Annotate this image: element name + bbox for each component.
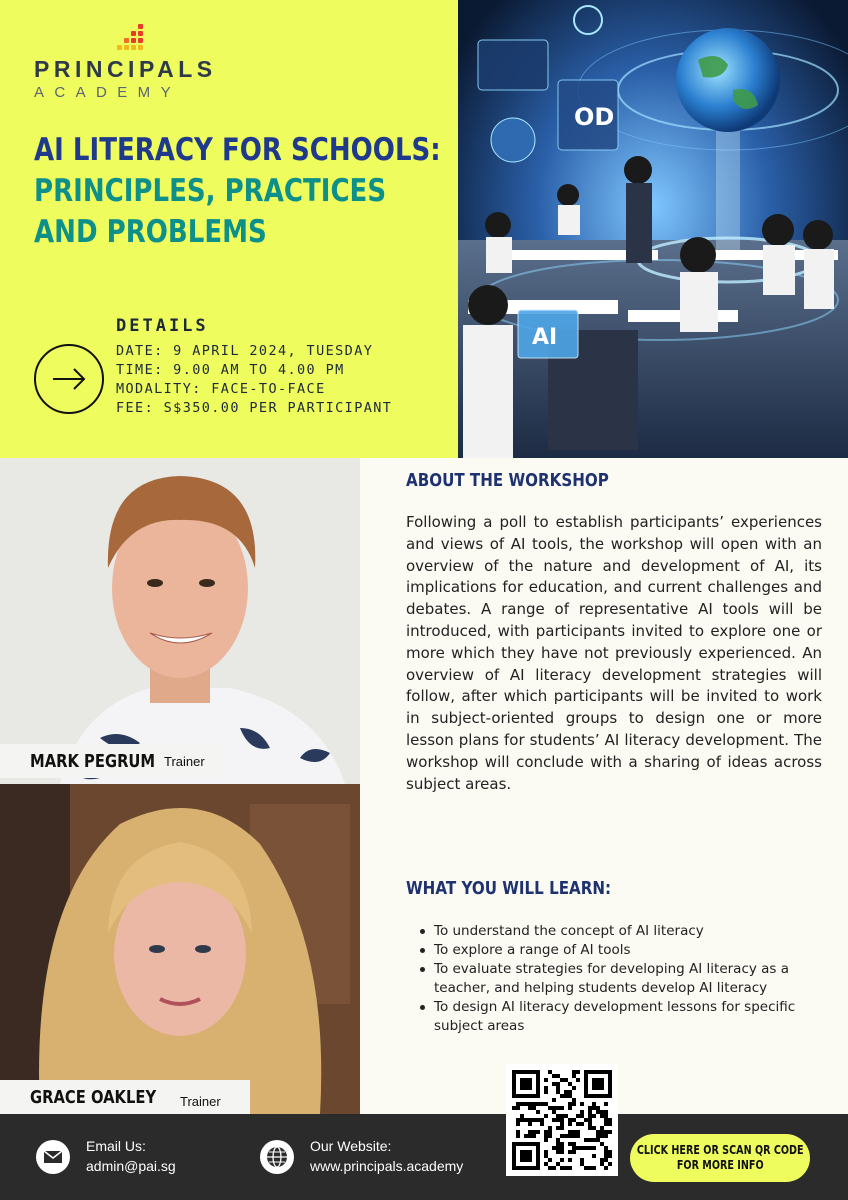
email-label: Email Us:: [86, 1138, 146, 1154]
title-line-1: AI LITERACY FOR SCHOOLS:: [34, 132, 441, 168]
details-block: [116, 316, 456, 418]
email-block[interactable]: [86, 1136, 176, 1176]
logo-dots-icon: [120, 24, 180, 54]
qr-code-icon[interactable]: [506, 1064, 618, 1176]
classroom-illustration: [458, 0, 848, 458]
screen-label-od: OD: [574, 103, 615, 131]
details-date: DATE: 9 APRIL 2024, TUESDAY: [116, 343, 374, 359]
screen-label-ai: AI: [532, 325, 558, 350]
globe-icon: [260, 1140, 294, 1174]
details-time: TIME: 9.00 AM TO 4.00 PM: [116, 362, 345, 378]
email-link[interactable]: admin@pai.sg: [86, 1158, 176, 1174]
principals-academy-logo: [34, 22, 234, 102]
trainer-photo-mark-pegrum: [0, 458, 360, 784]
cta-line-1: CLICK HERE OR SCAN QR CODE: [636, 1143, 804, 1157]
title-line-3: AND PROBLEMS: [34, 214, 267, 250]
list-item: To explore a range of AI tools: [418, 941, 818, 960]
trainer-name-tag: [0, 744, 222, 778]
more-info-button[interactable]: [630, 1134, 810, 1182]
details-modality: MODALITY: FACE-TO-FACE: [116, 381, 326, 397]
list-item: To understand the concept of AI literacy: [418, 922, 818, 941]
trainer-role: Trainer: [164, 753, 205, 769]
details-fee: FEE: S$350.00 PER PARTICIPANT: [116, 400, 393, 416]
title-line-2: PRINCIPLES, PRACTICES: [34, 173, 387, 209]
cta-line-2: FOR MORE INFO: [676, 1158, 764, 1172]
trainer-name: GRACE OAKLEY: [30, 1086, 157, 1108]
trainer-name: MARK PEGRUM: [30, 750, 156, 772]
page-title: [34, 130, 441, 253]
learn-heading: WHAT YOU WILL LEARN:: [406, 878, 612, 899]
hero-panel: [0, 0, 458, 458]
trainer-name-tag: [0, 1080, 250, 1114]
arrow-right-icon: [34, 344, 104, 414]
trainer-photo-grace-oakley: [0, 784, 360, 1114]
website-block[interactable]: [310, 1136, 463, 1176]
details-heading: DETAILS: [116, 316, 209, 336]
about-body: Following a poll to establish participants’ experiences and views of AI tools, the workshop will open with an overview of the nature and development of AI, its implications for education, and current challenges and debates. A range of representative AI tools will be introduced, with participants invited to explore one or more which they have not previously experienced. An overview of AI literacy development strategies will follow, after which participants will be invited to work in subject-oriented groups to design one or more lesson plans for students’ AI literacy development. The workshop will conclude with a sharing of ideas across subject areas.: [406, 513, 822, 793]
logo-subtitle: ACADEMY: [34, 84, 181, 101]
website-link[interactable]: www.principals.academy: [310, 1158, 464, 1174]
mail-icon: [36, 1140, 70, 1174]
list-item: To design AI literacy development lessons for specific subject areas: [418, 998, 818, 1036]
trainer-role: Trainer: [180, 1094, 221, 1109]
learn-list: [418, 922, 818, 1036]
about-heading: ABOUT THE WORKSHOP: [406, 470, 609, 491]
list-item: To evaluate strategies for developing AI literacy as a teacher, and helping students develop AI literacy: [418, 960, 818, 998]
logo-name: PRINCIPALS: [34, 56, 217, 82]
website-label: Our Website:: [310, 1138, 392, 1154]
